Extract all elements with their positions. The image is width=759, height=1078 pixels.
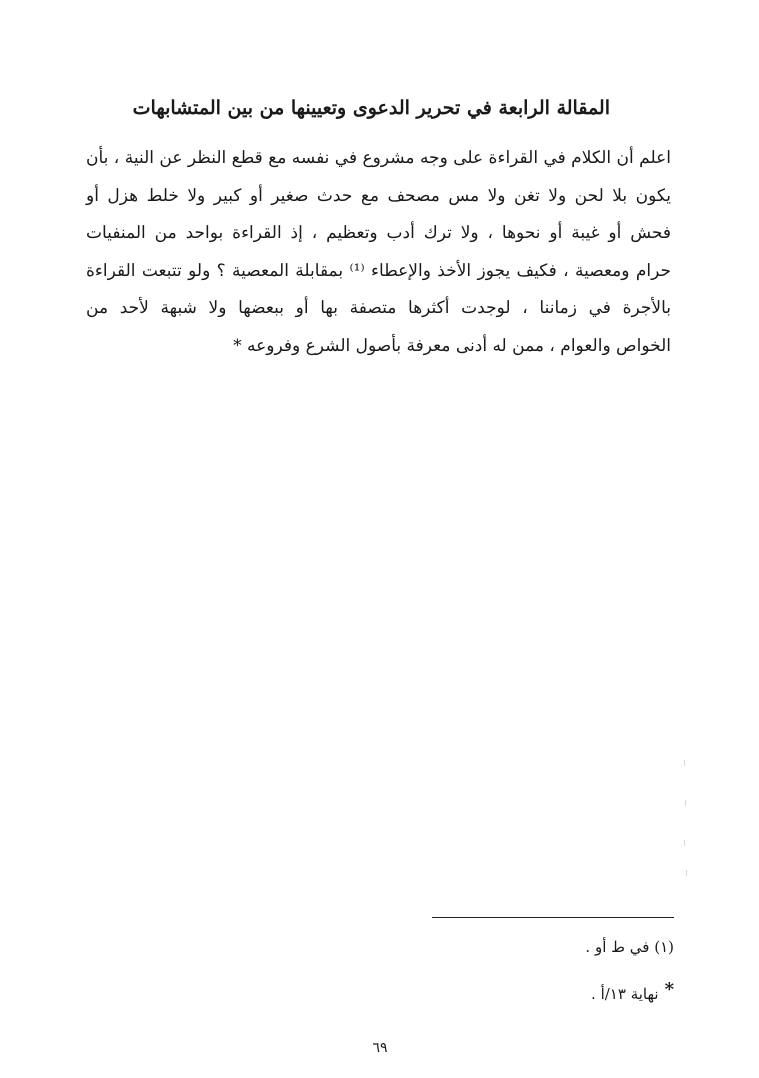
footnote-1: (١) في ط أو . [585, 938, 674, 956]
body-line: اعلم أن الكلام في القراءة على وجه مشروع في نفسه مع قطع النظر عن النية ، بأن [86, 148, 671, 168]
body-line: يكون بلا لحن ولا تغن ولا مس مصحف مع حدث صغير أو كبير ولا خلط هزل أو [86, 185, 671, 206]
footnote-2-text: نهاية ١٣/أ . [591, 985, 659, 1003]
footnote-separator [432, 917, 674, 918]
page-number: ٦٩ [372, 1040, 388, 1056]
body-line: فحش أو غيبة أو نحوها ، ولا ترك أدب وتعظيم ، إذ القراءة بواحد من المنفيات [86, 223, 671, 243]
body-line: الخواص والعوام ، ممن له أدنى معرفة بأصول الشرع وفروعه * [233, 335, 671, 356]
body-line: بالأجرة في زماننا ، لوجدت أكثرها متصفة بها أو ببعضها ولا شبهة لأحد من [86, 298, 671, 318]
footnote-asterisk: * [664, 979, 674, 1000]
scan-speckles [684, 760, 688, 880]
body-paragraph [86, 140, 671, 365]
body-line: حرام ومعصية ، فكيف يجوز الأخذ والإعطاء ⁽¹⁾ بمقابلة المعصية ؟ ولو تتبعت القراءة [86, 260, 671, 281]
footnote-2 [591, 978, 674, 1006]
chapter-title: المقالة الرابعة في تحرير الدعوى وتعيينها من بين المتشابهات [132, 97, 610, 119]
